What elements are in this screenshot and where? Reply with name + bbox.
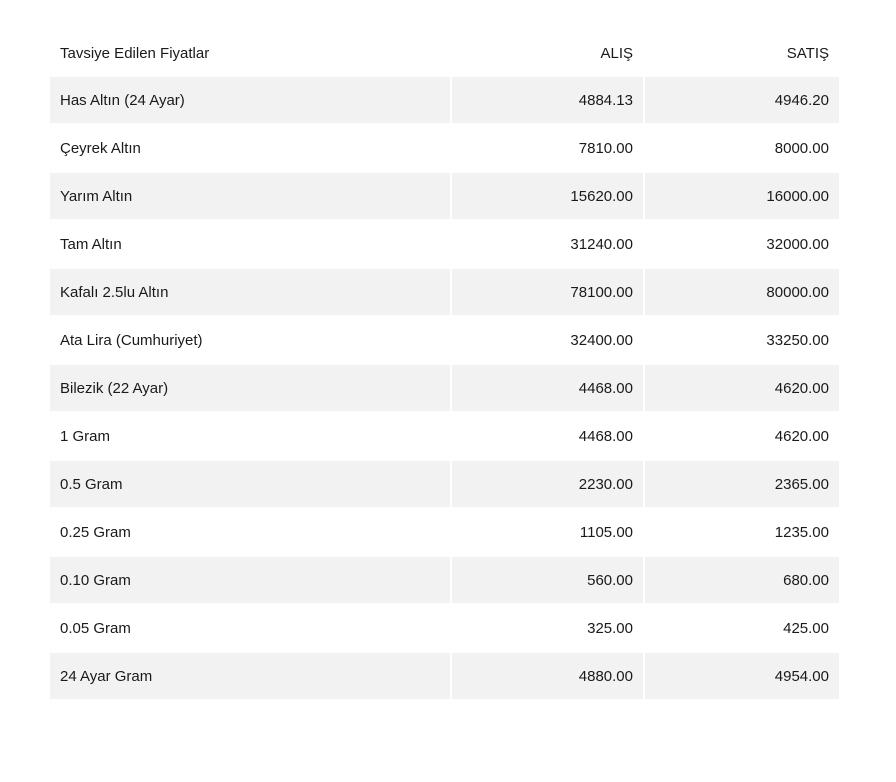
table-row: [50, 173, 839, 221]
sell-price: 8000.00: [643, 125, 839, 173]
sell-price: 32000.00: [643, 221, 839, 269]
sell-price: 4946.20: [643, 77, 839, 125]
table-row: [50, 509, 839, 557]
buy-price: 78100.00: [450, 269, 643, 317]
sell-price: 680.00: [643, 557, 839, 605]
buy-price: 2230.00: [450, 461, 643, 509]
sell-price: 4620.00: [643, 365, 839, 413]
buy-price: 31240.00: [450, 221, 643, 269]
buy-price: 7810.00: [450, 125, 643, 173]
table-row: [50, 125, 839, 173]
product-name: 0.05 Gram: [50, 605, 450, 653]
buy-price: 32400.00: [450, 317, 643, 365]
product-name: Tam Altın: [50, 221, 450, 269]
table-header: [50, 29, 839, 77]
header-buy-price: ALIŞ: [600, 44, 633, 62]
sell-price: 80000.00: [643, 269, 839, 317]
buy-price: 4468.00: [450, 413, 643, 461]
product-name: Bilezik (22 Ayar): [50, 365, 450, 413]
buy-price: 1105.00: [450, 509, 643, 557]
buy-price: 560.00: [450, 557, 643, 605]
buy-price: 325.00: [450, 605, 643, 653]
header-product-name: Tavsiye Edilen Fiyatlar: [60, 44, 210, 62]
header-sell-price: SATIŞ: [786, 44, 829, 62]
table-row: [50, 221, 839, 269]
product-name: Kafalı 2.5lu Altın: [50, 269, 450, 317]
table-row: [50, 317, 839, 365]
table-body: [50, 77, 839, 701]
table-row: [50, 269, 839, 317]
table-row: [50, 365, 839, 413]
sell-price: 1235.00: [643, 509, 839, 557]
sell-price: 16000.00: [643, 173, 839, 221]
table-row: [50, 557, 839, 605]
buy-price: 15620.00: [450, 173, 643, 221]
sell-price: 33250.00: [643, 317, 839, 365]
product-name: Has Altın (24 Ayar): [50, 77, 450, 125]
table-row: [50, 653, 839, 701]
header-row: [50, 29, 839, 77]
table-row: [50, 605, 839, 653]
sell-price: 4954.00: [643, 653, 839, 701]
product-name: 24 Ayar Gram: [50, 653, 450, 701]
buy-price: 4884.13: [450, 77, 643, 125]
product-name: Ata Lira (Cumhuriyet): [50, 317, 450, 365]
product-name: 1 Gram: [50, 413, 450, 461]
product-name: 0.25 Gram: [50, 509, 450, 557]
sell-price: 425.00: [643, 605, 839, 653]
sell-price: 4620.00: [643, 413, 839, 461]
buy-price: 4468.00: [450, 365, 643, 413]
sell-price: 2365.00: [643, 461, 839, 509]
table-row: [50, 413, 839, 461]
product-name: 0.10 Gram: [50, 557, 450, 605]
buy-price: 4880.00: [450, 653, 643, 701]
gold-price-table: [50, 29, 839, 701]
table-row: [50, 461, 839, 509]
product-name: Çeyrek Altın: [50, 125, 450, 173]
table-row: [50, 77, 839, 125]
product-name: 0.5 Gram: [50, 461, 450, 509]
product-name: Yarım Altın: [50, 173, 450, 221]
